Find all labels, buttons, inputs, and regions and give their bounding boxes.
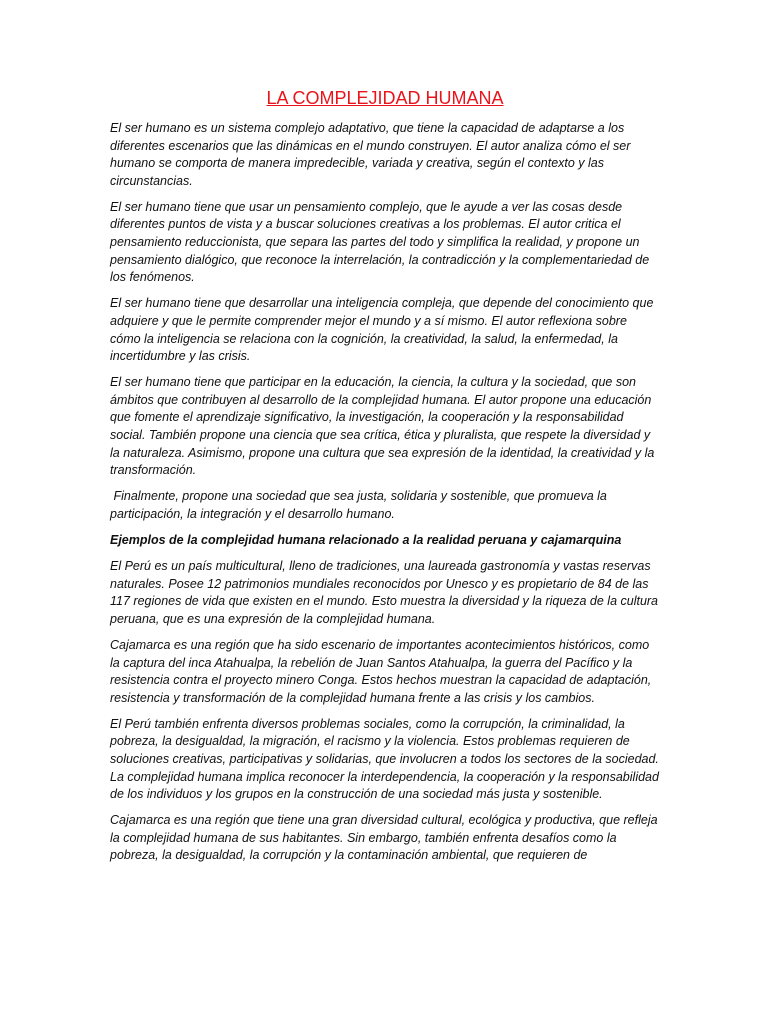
section-subheading: Ejemplos de la complejidad humana relacionado a la realidad peruana y cajamarquina [110,532,622,547]
paragraph-2: El ser humano tiene que usar un pensamiento complejo, que le ayude a ver las cosas desde diferentes puntos de vista y a buscar soluciones creativas a los problemas. El autor critica el pensamiento reduccionista, que separa las partes del todo y simplifica la realidad, y propone un pensamiento dialógico, que reconoce la interrelación, la contradicción y la complementariedad de los fenómenos. [110,199,650,285]
paragraph-3: El ser humano tiene que desarrollar una inteligencia compleja, que depende del conocimiento que adquiere y que le permite comprender mejor el mundo y a sí mismo. El autor reflexiona sobre cómo la inteligencia se relaciona con la cognición, la creatividad, la salud, la enfermedad, la incertidumbre y las crisis. [110,296,654,364]
example-paragraph-3: El Perú también enfrenta diversos problemas sociales, como la corrupción, la criminalidad, la pobreza, la desigualdad, la migración, el racismo y la violencia. Estos problemas requieren de soluciones creativas, participativas y solidarias, que involucren a todos los sectores de la sociedad. La complejidad humana implica reconocer la interdependencia, la cooperación y la responsabilidad de los individuos y los grupos en la construcción de una sociedad más justa y sostenible. [110,716,659,802]
example-paragraph-1: El Perú es un país multicultural, lleno de tradiciones, una laureada gastronomía y vastas reservas naturales. Posee 12 patrimonios mundiales reconocidos por Unesco y es propietario de 84 de las 117 regiones de vida que existen en el mundo. Esto muestra la diversidad y la riqueza de la cultura peruana, que es una expresión de la complejidad humana. [110,559,659,626]
document-body [110,86,660,874]
paragraph-5: Finalmente, propone una sociedad que sea justa, solidaria y sostenible, que promueva la participación, la integración y el desarrollo humano. [110,489,611,521]
example-paragraph-2: Cajamarca es una región que ha sido escenario de importantes acontecimientos históricos, como la captura del inca Atahualpa, la rebelión de Juan Santos Atahualpa, la guerra del Pacífico y la resistencia contra el proyecto minero Conga. Estos hechos muestran la capacidad de adaptación, resistencia y transformación de la complejidad humana frente a las crisis y los cambios. [110,637,652,705]
example-paragraph-4: Cajamarca es una región que tiene una gran diversidad cultural, ecológica y productiva, que refleja la complejidad humana de sus habitantes. Sin embargo, también enfrenta desafíos como la pobreza, la desigualdad, la corrupción y la contaminación ambiental, que requieren de [110,813,658,863]
paragraph-4: El ser humano tiene que participar en la educación, la ciencia, la cultura y la sociedad, que son ámbitos que contribuyen al desarrollo de la complejidad humana. El autor propone una educación que fomente el aprendizaje significativo, la investigación, la cooperación y la responsabilidad social. También propone una ciencia que sea crítica, ética y pluralista, que respete la diversidad y la naturaleza. Asimismo, propone una cultura que sea expresión de la identidad, la creatividad y la transformación. [110,375,655,478]
paragraph-1: El ser humano es un sistema complejo adaptativo, que tiene la capacidad de adaptarse a los diferentes escenarios que las dinámicas en el mundo construyen. El autor analiza cómo el ser humano se comporta de manera impredecible, variada y creativa, según el contexto y las circunstancias. [110,121,631,188]
page-title: LA COMPLEJIDAD HUMANA [266,88,504,108]
